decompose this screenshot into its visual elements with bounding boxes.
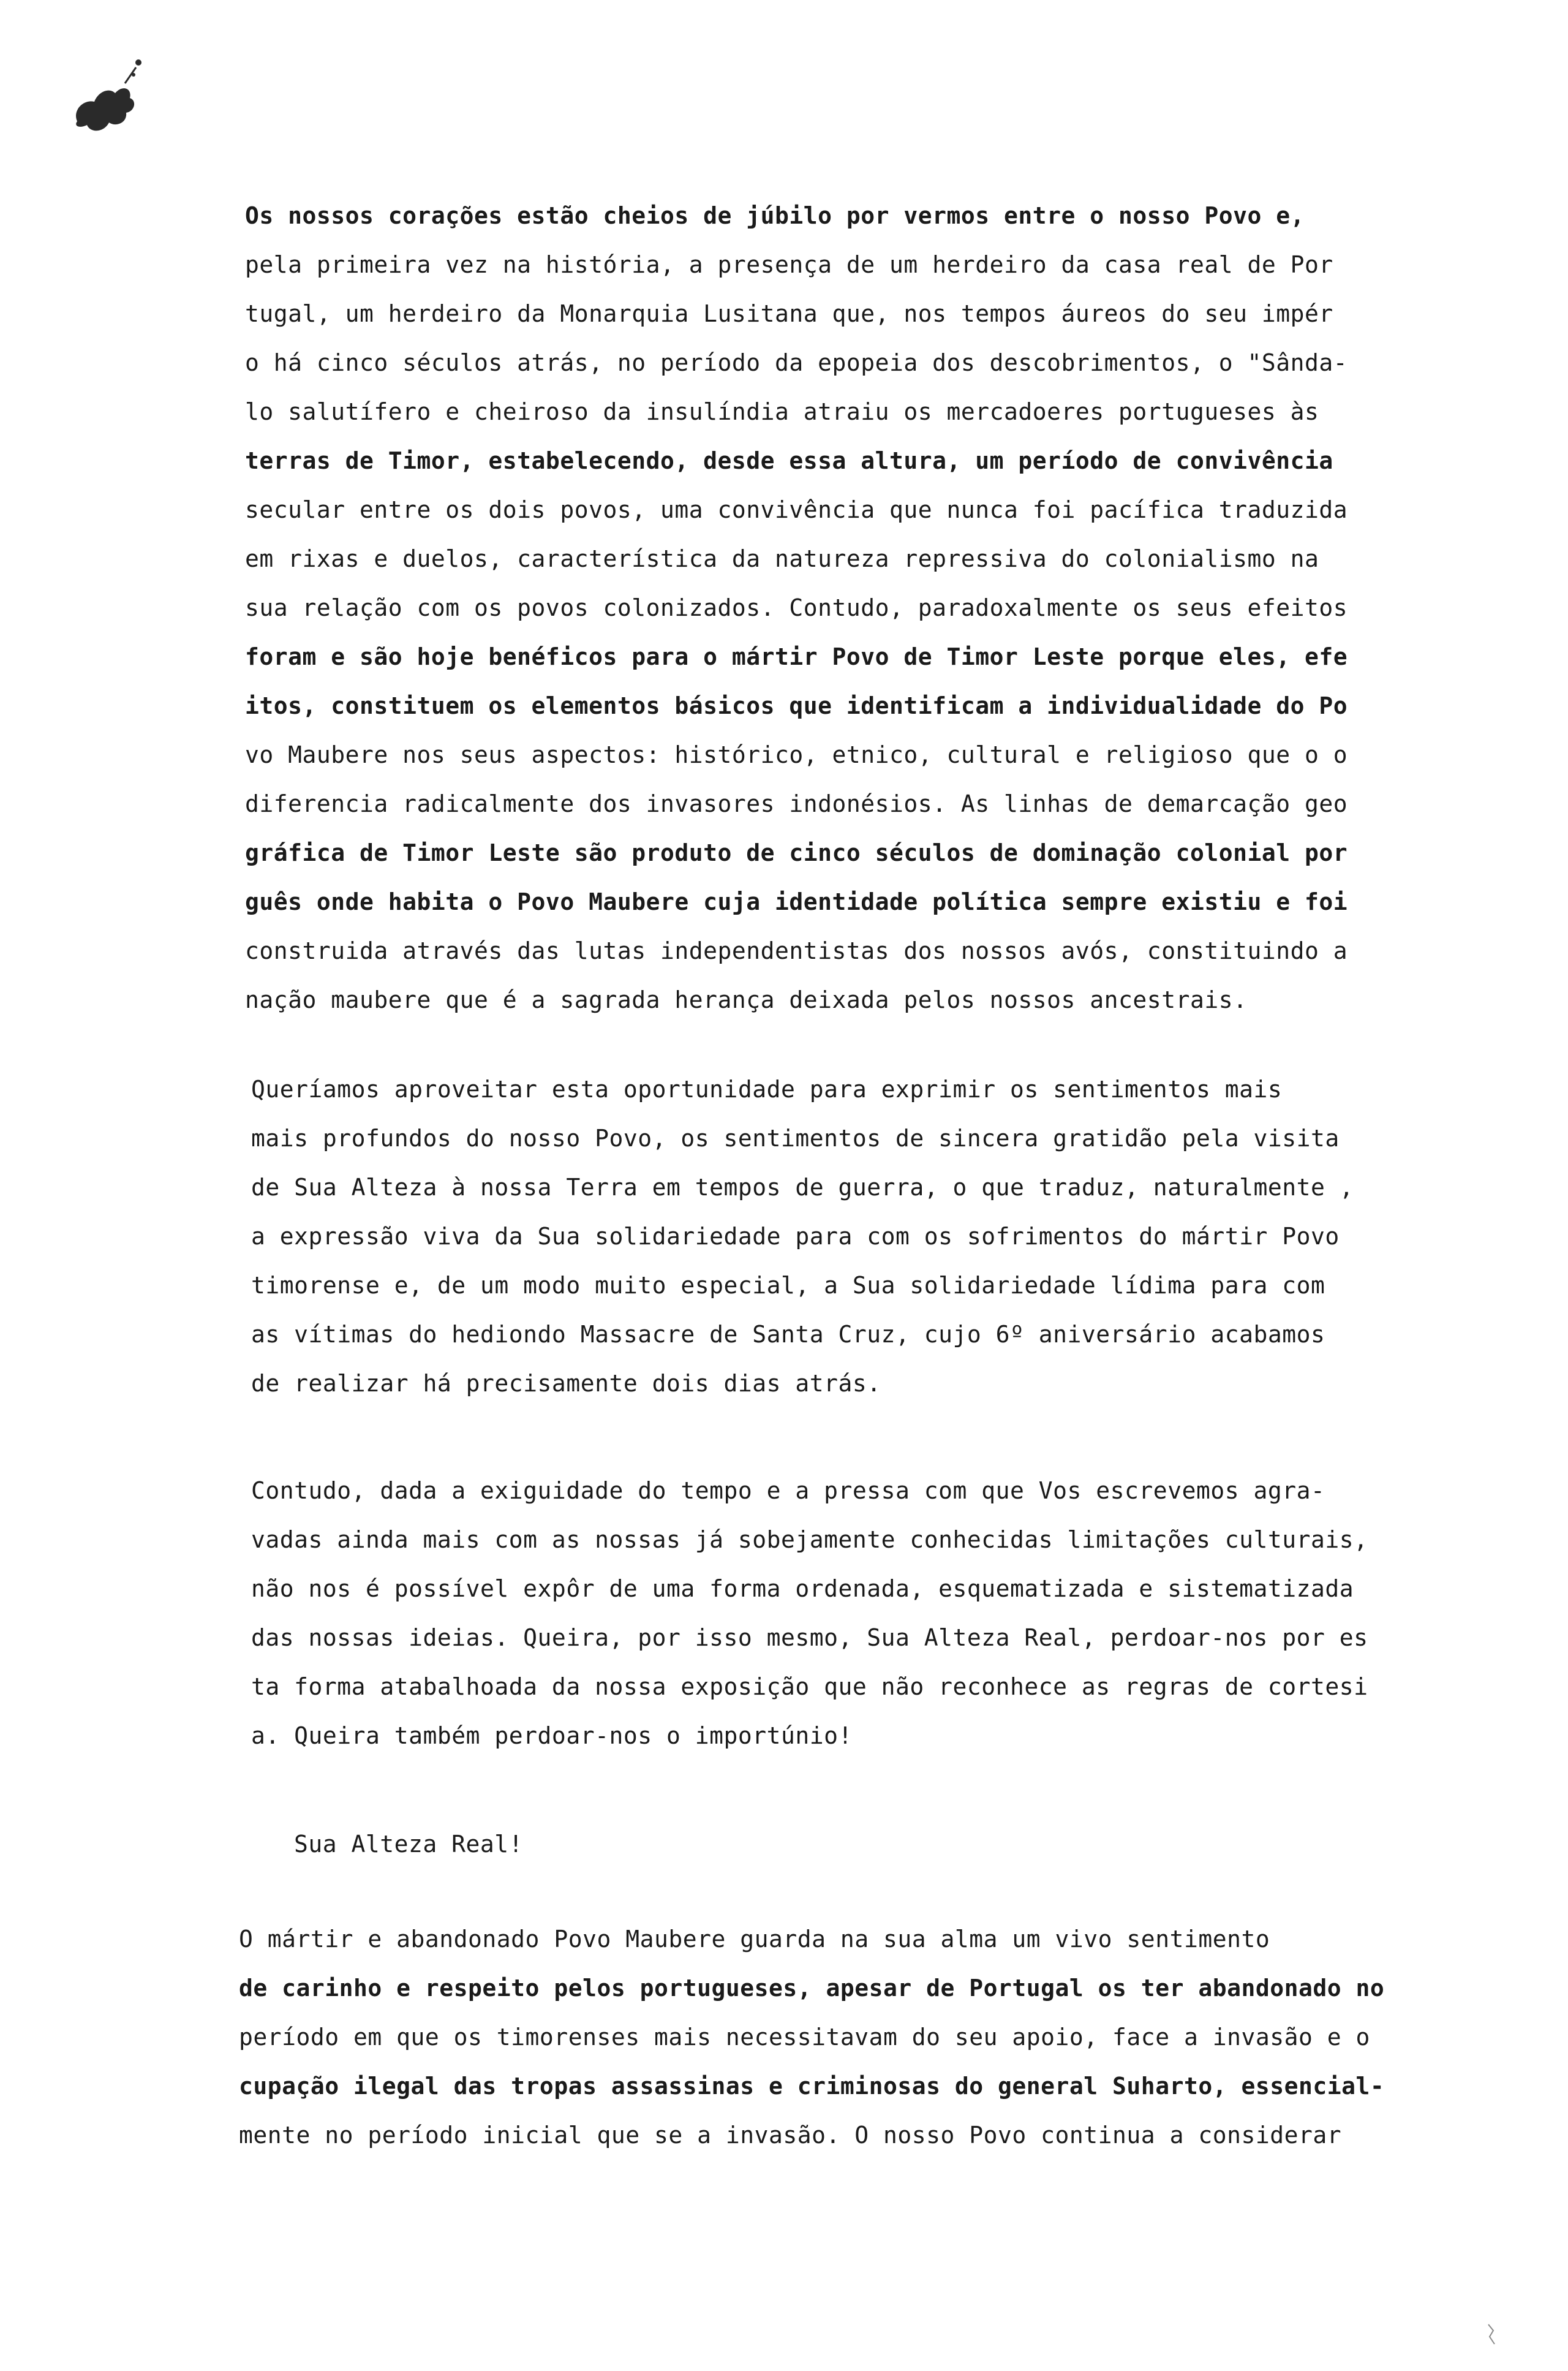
text-line: período em que os timorenses mais necessitavam do seu apoio, face a invasão e o xyxy=(239,2024,1370,2051)
text-line: a. Queira também perdoar-nos o importúnio! xyxy=(251,1722,853,1749)
text-line: guês onde habita o Povo Maubere cuja identidade política sempre existiu e foi xyxy=(245,888,1348,915)
text-line: construida através das lutas independentistas dos nossos avós, constituindo a xyxy=(245,937,1348,964)
text-line: mais profundos do nosso Povo, os sentimentos de sincera gratidão pela visita xyxy=(251,1125,1340,1152)
text-line: de carinho e respeito pelos portugueses, apesar de Portugal os ter abandonado no xyxy=(239,1975,1385,2002)
paragraph-4 xyxy=(239,1915,1439,2160)
paragraph-1 xyxy=(245,191,1446,1024)
text-line: cupação ilegal das tropas assassinas e criminosas do general Suharto, essencial- xyxy=(239,2073,1385,2100)
text-line: Queríamos aproveitar esta oportunidade para exprimir os sentimentos mais xyxy=(251,1076,1283,1103)
text-line: o há cinco séculos atrás, no período da epopeia dos descobrimentos, o "Sânda- xyxy=(245,349,1348,376)
text-line: foram e são hoje benéficos para o mártir Povo de Timor Leste porque eles, efe xyxy=(245,643,1348,670)
text-line: a expressão viva da Sua solidariedade para com os sofrimentos do mártir Povo xyxy=(251,1223,1340,1250)
paragraph-3 xyxy=(251,1466,1452,1760)
salutation xyxy=(294,1820,1494,1869)
text-line: ta forma atabalhoada da nossa exposição que não reconhece as regras de cortesi xyxy=(251,1673,1368,1700)
text-line: nação maubere que é a sagrada herança deixada pelos nossos ancestrais. xyxy=(245,986,1248,1013)
text-line: gráfica de Timor Leste são produto de cinco séculos de dominação colonial por xyxy=(245,839,1348,866)
text-line: vo Maubere nos seus aspectos: histórico, etnico, cultural e religioso que o o xyxy=(245,741,1348,768)
text-line: não nos é possível expôr de uma forma ordenada, esquematizada e sistematizada xyxy=(251,1575,1354,1602)
salutation-line: Sua Alteza Real! xyxy=(294,1831,524,1858)
paragraph-2 xyxy=(251,1065,1452,1408)
text-line: vadas ainda mais com as nossas já sobejamente conhecidas limitações culturais, xyxy=(251,1526,1368,1553)
speck-mark xyxy=(1482,2322,1501,2346)
text-line: de realizar há precisamente dois dias atrás. xyxy=(251,1370,881,1397)
text-line: terras de Timor, estabelecendo, desde essa altura, um período de convivência xyxy=(245,447,1333,474)
text-line: timorense e, de um modo muito especial, a Sua solidariedade lídima para com xyxy=(251,1272,1325,1299)
text-line: tugal, um herdeiro da Monarquia Lusitana que, nos tempos áureos do seu impér xyxy=(245,300,1333,327)
text-line: O mártir e abandonado Povo Maubere guarda na sua alma um vivo sentimento xyxy=(239,1926,1270,1953)
text-line: de Sua Alteza à nossa Terra em tempos de guerra, o que traduz, naturalmente , xyxy=(251,1174,1354,1201)
text-line: lo salutífero e cheiroso da insulíndia atraiu os mercadoeres portugueses às xyxy=(245,398,1319,425)
text-line: das nossas ideias. Queira, por isso mesmo, Sua Alteza Real, perdoar-nos por es xyxy=(251,1624,1368,1651)
text-line: as vítimas do hediondo Massacre de Santa Cruz, cujo 6º aniversário acabamos xyxy=(251,1321,1325,1348)
text-line: secular entre os dois povos, uma convivência que nunca foi pacífica traduzida xyxy=(245,496,1348,523)
ink-blot-mark xyxy=(66,49,152,141)
text-line: itos, constituem os elementos básicos que identificam a individualidade do Po xyxy=(245,692,1348,719)
text-line: em rixas e duelos, característica da natureza repressiva do colonialismo na xyxy=(245,545,1319,572)
text-line: Contudo, dada a exiguidade do tempo e a pressa com que Vos escrevemos agra- xyxy=(251,1477,1325,1504)
text-line: sua relação com os povos colonizados. Contudo, paradoxalmente os seus efeitos xyxy=(245,594,1348,621)
text-line: Os nossos corações estão cheios de júbilo por vermos entre o nosso Povo e, xyxy=(245,202,1305,229)
text-line: mente no período inicial que se a invasão. O nosso Povo continua a considerar xyxy=(239,2122,1342,2149)
text-line: diferencia radicalmente dos invasores indonésios. As linhas de demarcação geo xyxy=(245,790,1348,817)
text-line: pela primeira vez na história, a presença de um herdeiro da casa real de Por xyxy=(245,251,1333,278)
